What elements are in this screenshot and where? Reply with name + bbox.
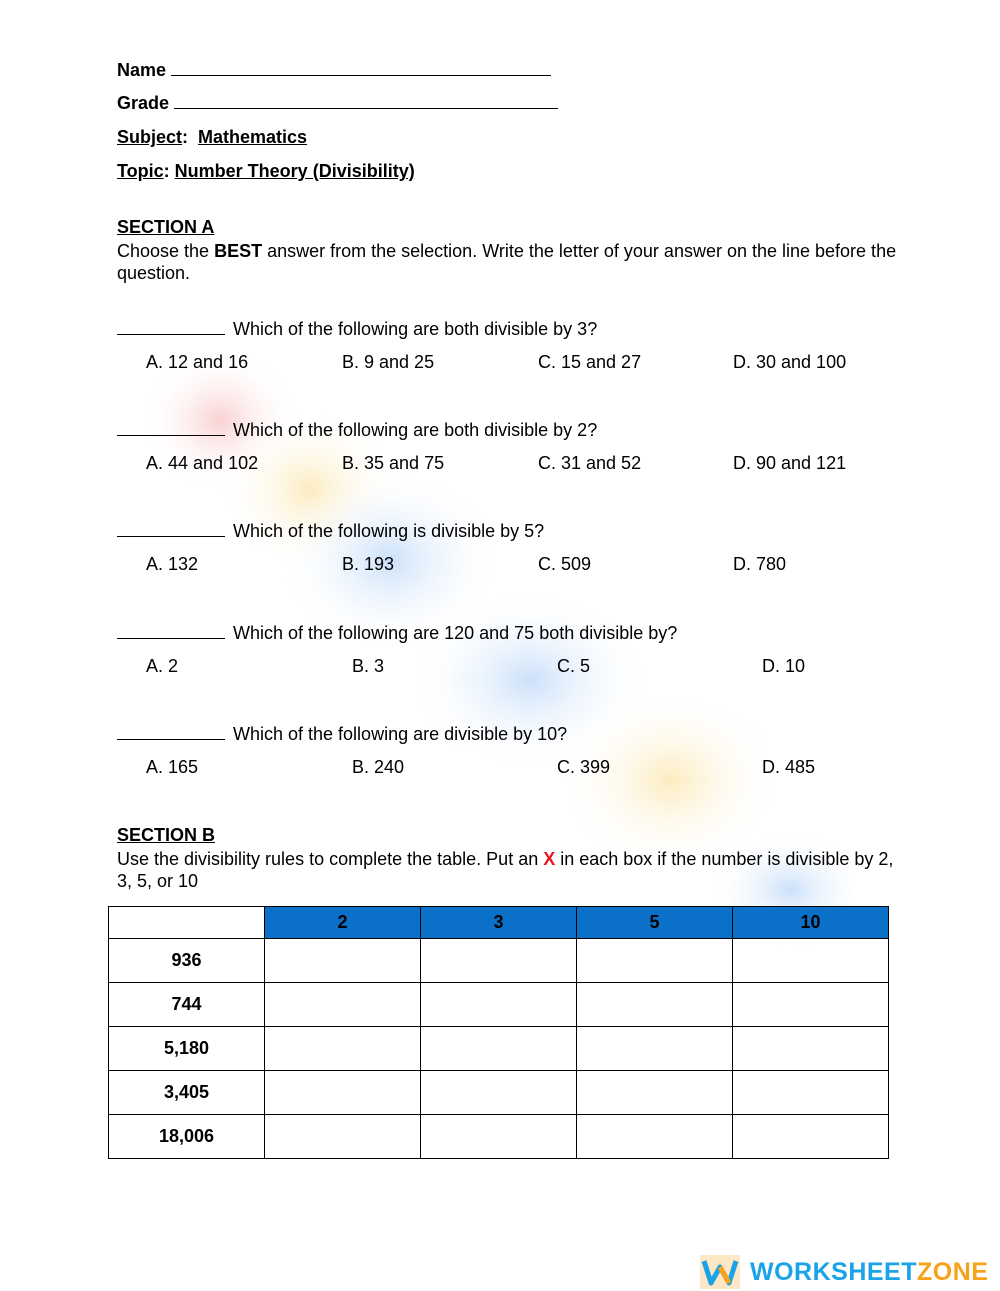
answer-cell[interactable] [421,983,577,1027]
answer-cell[interactable] [265,1027,421,1071]
row-number: 936 [109,939,265,983]
answer-cell[interactable] [733,1027,889,1071]
row-number: 18,006 [109,1115,265,1159]
question-2 [117,419,597,441]
option-b: B. 240 [352,757,405,777]
instruction-text: answer from the selection. Write the letter of your answer on the line before the question. [117,241,897,283]
option-b: B. 193 [342,554,395,574]
table-body [109,939,889,1159]
question-text: Which of the following are both divisible by 2? [233,420,598,440]
table-row [109,1071,889,1115]
option-a: A. 132 [146,554,199,574]
instruction-text: Choose the [117,241,215,261]
answer-cell[interactable] [577,983,733,1027]
table-row [109,1027,889,1071]
topic-value: Number Theory (Divisibility) [174,161,415,181]
option-c: C. 15 and 27 [538,352,642,372]
option-d: D. 780 [733,554,787,574]
grade-field [117,93,558,114]
section-a-title: SECTION A [117,217,215,237]
row-number: 5,180 [109,1027,265,1071]
grade-label: Grade [117,93,170,113]
option-a: A. 165 [146,757,199,777]
answer-cell[interactable] [733,939,889,983]
answer-cell[interactable] [265,1071,421,1115]
option-c: C. 399 [557,757,611,777]
question-text: Which of the following is divisible by 5? [233,521,545,541]
answer-blank[interactable] [117,520,225,537]
answer-cell[interactable] [421,1027,577,1071]
answer-cell[interactable] [733,983,889,1027]
grade-line[interactable] [174,94,558,109]
question-text: Which of the following are divisible by 10? [233,724,568,744]
option-d: D. 10 [762,656,806,676]
question-5 [117,723,567,745]
subject-field: Subject: Mathematics [117,127,308,147]
instruction-text: Use the divisibility rules to complete the table. Put an [117,849,544,869]
answer-cell[interactable] [421,939,577,983]
divisibility-table [108,906,889,1159]
question-3 [117,520,544,542]
topic-field: Topic: Number Theory (Divisibility) [117,161,415,181]
question-4 [117,622,677,644]
option-d: D. 30 and 100 [733,352,847,372]
option-a: A. 44 and 102 [146,453,259,473]
answer-cell[interactable] [577,1027,733,1071]
column-header: 5 [577,907,733,939]
worksheetzone-w-icon [700,1255,740,1289]
table-row [109,939,889,983]
answer-cell[interactable] [577,939,733,983]
answer-cell[interactable] [265,939,421,983]
subject-label: Subject [117,127,183,147]
subject-value: Mathematics [198,127,308,147]
section-b-title: SECTION B [117,825,216,845]
answer-cell[interactable] [265,983,421,1027]
answer-cell[interactable] [421,1071,577,1115]
name-field [117,60,551,81]
table-row [109,983,889,1027]
answer-cell[interactable] [421,1115,577,1159]
instruction-text: in each box if the number is divisible by 2, 3, 5, or 10 [117,849,894,891]
option-b: B. 9 and 25 [342,352,435,372]
question-text: Which of the following are 120 and 75 both divisible by? [233,623,678,643]
answer-blank[interactable] [117,622,225,639]
answer-blank[interactable] [117,723,225,740]
row-number: 744 [109,983,265,1027]
name-label: Name [117,60,167,80]
topic-label: Topic [117,161,164,181]
answer-cell[interactable] [733,1115,889,1159]
option-a: A. 12 and 16 [146,352,249,372]
table-header-row [109,907,889,939]
answer-cell[interactable] [265,1115,421,1159]
column-header: 2 [265,907,421,939]
answer-cell[interactable] [577,1071,733,1115]
answer-cell[interactable] [733,1071,889,1115]
instruction-bold: BEST [214,241,263,261]
worksheetzone-logo [700,1255,988,1289]
option-c: C. 5 [557,656,591,676]
brand-part1: WORKSHEET [750,1257,917,1286]
row-number: 3,405 [109,1071,265,1115]
option-d: D. 90 and 121 [733,453,847,473]
question-1 [117,318,597,340]
brand-part2: ZONE [917,1257,989,1286]
section-b-instruction [117,848,897,892]
column-header: 3 [421,907,577,939]
table-row [109,1115,889,1159]
option-d: D. 485 [762,757,816,777]
section-a-instruction [117,240,897,284]
column-header: 10 [733,907,889,939]
table-corner-cell [109,907,265,939]
answer-blank[interactable] [117,419,225,436]
worksheetzone-wordmark [750,1258,988,1287]
option-c: C. 31 and 52 [538,453,642,473]
option-b: B. 3 [352,656,385,676]
option-c: C. 509 [538,554,592,574]
option-b: B. 35 and 75 [342,453,445,473]
answer-cell[interactable] [577,1115,733,1159]
x-mark: X [543,849,556,869]
name-line[interactable] [171,61,551,76]
option-a: A. 2 [146,656,179,676]
question-text: Which of the following are both divisible by 3? [233,319,598,339]
answer-blank[interactable] [117,318,225,335]
